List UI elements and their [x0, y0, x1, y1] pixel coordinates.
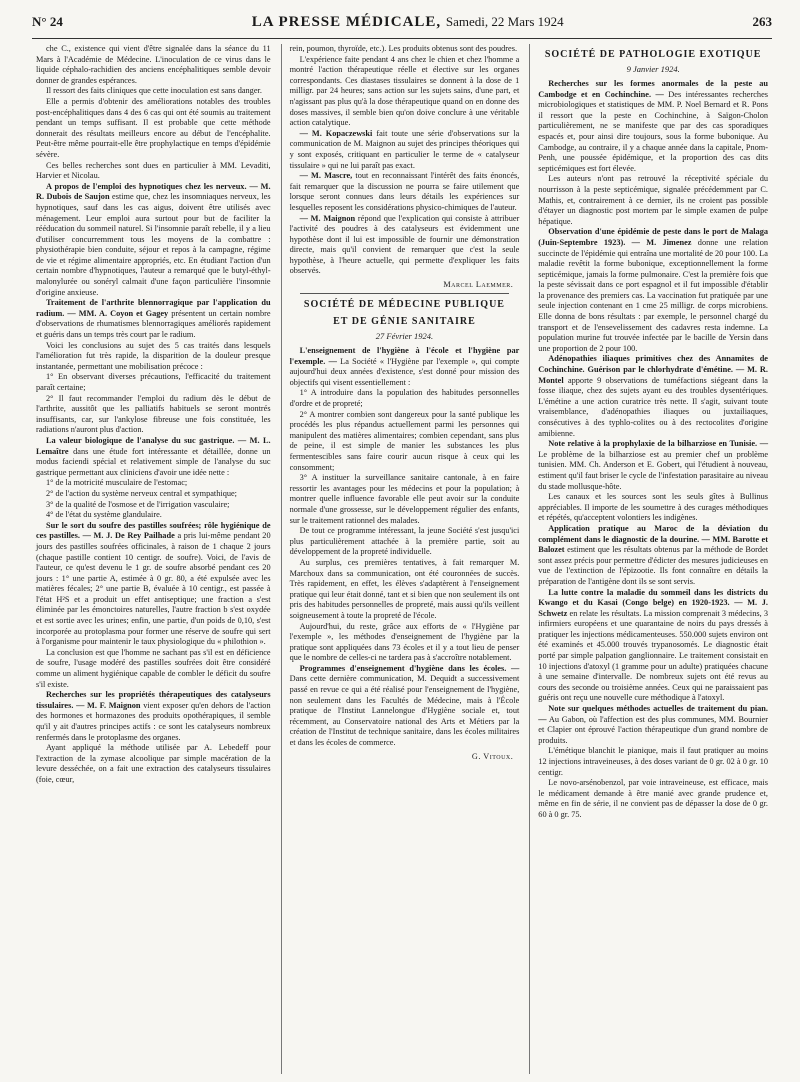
paragraph — [36, 478, 271, 489]
paragraph-heading: Programmes d'enseignement d'hygiène dans les écoles. — — [299, 663, 520, 673]
paragraph-text: fait toute une série d'observations sur la communication de M. Maignon au sujet des principes théoriques qui y sont exposés, critiquant en particulier le terme de « catalyseur tissulaire » qui ne lui paraît pas exact. — [289, 128, 520, 170]
paragraph-text: présentent un certain nombre d'observations de rhumatismes blennorragiques améliorés rapidement et guéris dans un temps très court par le radium. — [36, 308, 271, 340]
paragraph-heading: Recherches sur les formes anormales de la peste au Cambodge et en Cochinchine. — — [538, 79, 768, 99]
paragraph-text: Ces belles recherches sont dues en particulier à MM. Levaditi, Harvier et Nicolau. — [36, 160, 271, 181]
paragraph-text: 1° A introduire dans la population des habitudes personnelles d'ordre et de propreté; — [289, 388, 520, 409]
paragraph — [290, 558, 520, 622]
paragraph — [36, 648, 271, 690]
paragraph — [36, 341, 271, 373]
paragraph — [36, 161, 271, 182]
paragraph-text: en relate les résultats. La mission comprenait 3 médecins, 3 infirmiers européens et une quarantaine de noirs du pays dressés à pratiquer les injections médicamenteuses. 550.000 sujets environ ont été examinés et 45.000 trouvés trypanosomés. Le diagnostic était porté par simple palpation ganglionnaire. Le traitement consistait en 10 injections d'atoxyl (1 gramme pour un adulte) pratiquées chacune à une semaine d'intervalle. De nombreux sujets ont été revus au cours des seconde ou troisième années. Ceux qui ne paraissaient pas guéris ont reçu une nouvelle cure méthodique à l'atoxyl. — [538, 608, 769, 703]
paragraph-text: Il ressort des faits cliniques que cette inoculation est sans danger. — [46, 86, 262, 96]
paragraph — [538, 588, 768, 705]
paragraph — [36, 690, 271, 743]
paragraph-text: 2° Il faut recommander l'emploi du radium dès le début de l'arthrite, aussitôt que les palliatifs habituels se seront montrés insuffisants, car, sur l'ankylose fibreuse une fois constituée, les radiations n'auront plus d'action. — [36, 393, 271, 435]
paragraph-text: 4° de l'état du système glandulaire. — [46, 510, 162, 520]
paragraph — [36, 521, 271, 648]
paragraph-text: Le problème de la bilharziose est au premier chef un problème tunisien. MM. Ch. Anderson et E. Gobert, qui l'étudient à nouveau, estiment qu'il faut briser le cycle de l'infestation parasitaire au niveau du stade mollusque-hôte. — [538, 449, 768, 491]
column-1 — [32, 44, 275, 1074]
paragraph-text: 1° de la motricité musculaire de l'estomac; — [46, 478, 188, 488]
paragraph — [290, 129, 520, 171]
paragraph-heading: Note relative à la prophylaxie de la bilharziose en Tunisie. — — [548, 439, 768, 449]
section-date-3: 9 Janvier 1924. — [626, 64, 680, 74]
paragraph — [538, 174, 768, 227]
paragraph-text: donne une relation succincte de l'épidémie qui entraîna une mortalité de 20 pour 100. La maladie revêtit la forme bubonique, exceptionnellement la forme septicémique, jamais la forme pulmonaire. C'est la première fois que la peste sévissait dans ce port espagnol et il fut impossible d'établir la provenance des premiers cas. La vaccination fut pratiquée par une seule injection contenant en 1 cme 25 milligr. de corps microbiens. Elle donna de bons résultats : par exemple, le personnel chargé du transport et de l'ensevelissement des cadavres resta indemne. La population murine fut trouvée infectée par le bacille de Yersin dans une proportion de 2 pour 100. — [538, 237, 769, 353]
paragraph — [290, 55, 520, 129]
masthead — [32, 14, 772, 36]
paragraph-text: Des intéressantes recherches microbiologiques et statistiques de MM. P. Noel Bernard et R. Pons il ressort que la peste en Cochinchine, à Saïgon-Cholon particulièrement, ne se manifeste que par des cas sporadiques espacés et, pour ainsi dire toujours, sous la forme bubonique. Au Cambodge, au contraire, il y a chaque année dans la capitale, Pnom-Penh, une poussée épidémique, et la proportion des cas dits septicémiques est fort élevée. — [538, 89, 768, 173]
issue-date: Samedi, 22 Mars 1924 — [445, 14, 564, 29]
paragraph-text: Dans cette dernière communication, M. Dequidt a successivement passé en revue ce qui a été réalisé pour l'enseignement de l'hygiène, non seulement dans les Facultés de Médecine, mais à l'École pratique de l'Institut Lannelongue d'Hygiène sociale et, tout récemment, au Conservatoire national des Arts et Métiers par la création de l'Institut de technique sanitaire, dans les écoles militaires et dans les écoles de commerce. — [289, 674, 520, 748]
paragraph-heading: Note sur quelques méthodes actuelles de traitement du pian. — — [538, 704, 768, 724]
paragraph-text: Le novo-arsénobenzol, par voie intraveineuse, est efficace, mais le médicament demande à être manié avec grande prudence et, même en fin de série, il ne convient pas de dépasser la dose de 0 gr. 60 à 0 gr. 75. — [538, 778, 768, 819]
paragraph-text: che C., existence qui vient d'être signalée dans la séance du 11 Mars à l'Académie de Médecine. L'inoculation de ce virus dans le liquide céphalo-rachidien des anciens encéphalitiques semble devoir donner de grandes espérances. — [36, 44, 271, 85]
paragraph-text: Les auteurs n'ont pas retrouvé la réceptivité spéciale du nourrisson à la peste septicémique, signalée précédemment par C. Mathis, et, contrairement à ce dernier, ils ne croient pas possible d'étayer un diagnostic post mortem par le simple examen de pulpe hépatique. — [538, 174, 768, 226]
paragraph — [36, 510, 271, 521]
paragraph-heading: Adénopathies iliaques primitives chez des Annamites de Cochinchine. Guérison par le chlorhydrate d'émétine. — M. R. Montel — [538, 354, 768, 385]
paragraph — [538, 227, 768, 354]
paragraph-heading: L'enseignement de l'hygiène à l'école et l'hygiène par l'exemple. — — [289, 346, 520, 366]
paragraph — [36, 436, 271, 478]
paragraph — [290, 214, 520, 278]
paragraph-heading: A propos de l'emploi des hypnotiques chez les nerveux. — M. R. Dubois de Saujon — [36, 181, 271, 202]
paragraph — [538, 746, 768, 778]
paragraph — [36, 372, 271, 393]
paragraph — [36, 44, 271, 86]
paragraph-heading: Recherches sur les propriétés thérapeutiques des catalyseurs tissulaires. — M. F. Maignon — [36, 690, 271, 710]
paragraph — [36, 500, 271, 511]
paragraph-text: dans une étude fort intéressante et détaillée, donne un modus faciendi spécial et relativement simple de l'analyse du suc gastrique permettant aux cliniciens d'avoir une idée nette : — [36, 446, 271, 477]
paragraph — [36, 298, 271, 340]
paragraph-text: répond que l'explication qui consiste à attribuer l'activité des poudres à des catalyseurs est évidemment une hypothèse dont il lui est impossible de fournir une démonstration directe, mais qu'il convient de remarquer que c'est la seule hypothèse, à l'heure actuelle, qui permette d'expliquer les faits observés. — [289, 213, 520, 276]
paragraph — [290, 664, 520, 749]
paragraph — [290, 410, 520, 474]
paragraph — [290, 388, 520, 409]
paragraph-heading: Application pratique au Maroc de la déviation du complément dans le diagnostic de la dourine. — MM. Barotte et Balozet — [538, 523, 768, 555]
paragraph-text: La conclusion est que l'homme ne sachant pas s'il est en déficience de soufre, l'usage modéré des pastilles soufrées doit être considéré comme un aliment hygiénique capable de combler le déficit du soufre s'il existe. — [36, 647, 271, 689]
section-heading-2a: SOCIÉTÉ DE MÉDECINE PUBLIQUE — [303, 299, 505, 311]
paragraph — [538, 79, 768, 174]
paragraph — [36, 489, 271, 500]
paragraph-heading: La lutte contre la maladie du sommeil dans les districts du Kwango et du Kasai (Congo belge) en 1920-1923. — M. J. Schwetz — [538, 587, 768, 618]
paragraph-heading: Observation d'une épidémie de peste dans le port de Malaga (Juin-Septembre 1923). — M. Jimenez — [538, 227, 768, 247]
paragraph-heading: Traitement de l'arthrite blennorragique par l'application du radium. — MM. A. Coyon et Gagey — [36, 298, 271, 318]
column-2-bottom — [290, 346, 520, 749]
section-heading-3: SOCIÉTÉ DE PATHOLOGIE EXOTIQUE — [544, 49, 762, 60]
paragraph-heading: — M. Mascre, — [299, 171, 353, 181]
paragraph-text: 1° En observant diverses précautions, l'efficacité du traitement paraît certaine; — [36, 372, 271, 392]
issue-number: N° 24 — [32, 14, 63, 29]
columns — [32, 44, 772, 1074]
paragraph — [36, 394, 271, 436]
paragraph-text: a pris lui-même pendant 20 jours des pastilles soufrées officinales, à raison de 1 chaque 2 jours (chaque pastille contient 10 centigr. de soufre). Voici, de l'avis de l'auteur, ce qu'est devenu le 1 gr. de soufre absorbé pendant ces 20 jours : 1° une partie A, estimée à 0 gr. 80, a été expulsée avec les matières fécales; 2° une partie B, évaluée à 10 centigr., est passée à l'état H²S et a produit un effet antiseptique; une fraction a s'est éliminée par les émonctoires naturelles, l'autre fraction b s'est oxydée et est sortie avec les urines; enfin, une partie, d'un poids de 0,10, s'est incorporée au protoplasma pour former une réserve de soufre qui sert à l'organisme pour maintenir le taux physiologique du « philothion ». — [36, 531, 271, 647]
paragraph — [290, 622, 520, 664]
paragraph-heading: — M. Kopaczewski — [299, 128, 373, 138]
paragraph-text: Au surplus, ces premières tentatives, à fait remarquer M. Marchoux dans sa communication, ont été couronnées de succès. Très rapidement, en effet, les élèves s'adaptèrent à l'enseignement pratique qui leur était donné, tant et si bien que non seulement ils ont pris des habitudes personnelles de propreté, mais aussi qu'ils veillent soigneusement à toute la propreté de l'école. — [289, 557, 520, 620]
column-2-top — [290, 44, 520, 277]
paragraph-text: Voici les conclusions au sujet des 5 cas traités dans lesquels l'amélioration fut très rapide, la disparition de la douleur presque instantanée, permettant une mobilisation précoce : — [36, 340, 271, 371]
paragraph — [290, 44, 520, 55]
journal-title — [252, 14, 564, 31]
signature-1: Marcel Laemmer. — [443, 280, 514, 290]
paragraph — [538, 778, 768, 820]
paragraph-text: Aujourd'hui, du reste, grâce aux efforts de « l'Hygiène par l'exemple », les méthodes d'enseignement de l'hygiène par la pratique sont appliquées dans 73 écoles et il y a tout lieu de penser que le nombre de celles-ci ne tardera pas à s'accroître notablement. — [289, 621, 520, 663]
paragraph — [290, 346, 520, 388]
signature-2: G. Vitoux. — [471, 751, 514, 761]
paragraph-text: Les canaux et les sources sont les seuls gîtes à Bullinus appréciables. Il importe de les soumettre à des curages méthodiques et répétés, qu'acceptent volontiers les indigènes. — [538, 492, 768, 523]
paragraph — [538, 439, 768, 492]
column-3 — [529, 44, 772, 1074]
paragraph-text: La Société « l'Hygiène par l'exemple », qui compte aujourd'hui deux années d'existence, s'est donné pour mission des objectifs qui visent essentiellement : — [289, 356, 520, 387]
paragraph-text: 2° A montrer combien sont dangereux pour la santé publique les procédés les plus répandus actuellement parmi les personnes qui manipulent des matières alimentaires; combien cependant, sans plus de peine, il est simple de manier les substances les plus fermentescibles sans faire courir aucun risque à ceux qui les consomment; — [289, 409, 520, 472]
paragraph-text: estime que, chez les insomniaques nerveux, les hypnotiques, sauf dans les cas aigus, doivent être utilisés avec ménagement. Leur emploi aura surtout pour but de faciliter la rééducation du sommeil naturel. Si l'insomnie paraît rebelle, il y a lieu d'utiliser concurremment tous les moyens de la combattre : physiothérapie bien conduite, séjour et repos à la campagne, régime de vie et régime alimentaire appropriés, etc. En étudiant l'action d'un certain nombre d'hypnotiques, l'auteur a remarqué que le butyl-éthyl-malonylurée ou sonéryl calmait d'une façon particulière l'insomnie d'origine anxieuse. — [36, 192, 271, 297]
paragraph-text: tout en reconnaissant l'intérêt des faits énoncés, fait remarquer que la discussion ne pourra se faire utilement que lorsque seront connues dans leurs détails les expériences sur lesquelles reposent les considérations physico-chimiques de l'auteur. — [289, 171, 520, 212]
paragraph — [36, 97, 271, 161]
paragraph — [290, 526, 520, 558]
paragraph-text: rein, poumon, thyroïde, etc.). Les produits obtenus sont des poudres. — [289, 44, 518, 53]
page-number: 263 — [752, 14, 772, 29]
paragraph — [538, 354, 768, 439]
journal-name: LA PRESSE MÉDICALE, — [251, 14, 442, 30]
column-3-body — [538, 79, 768, 821]
paragraph — [36, 743, 271, 785]
paragraph — [538, 704, 768, 746]
paragraph-text: vient exposer qu'en dehors de l'action des hormones et hormazones des produits opothérapiques, il semble qu'il y ait d'autres principes actifs : ce sont les catalyseurs nombreux renfermés dans le protoplasme des organes. — [36, 700, 271, 742]
column-2 — [281, 44, 524, 1074]
paragraph — [36, 182, 271, 299]
paragraph-text: 2° de l'action du système nerveux central et sympathique; — [46, 488, 237, 498]
paragraph — [290, 473, 520, 526]
paragraph-text: De tout ce programme intéressant, la jeune Société s'est jusqu'ici plus particulièrement attachée à la première partie, soit au développement de la propreté individuelle. — [289, 526, 520, 557]
paragraph-heading: — M. Maignon — [299, 213, 356, 223]
paragraph-text: Elle a permis d'obtenir des améliorations notables des troubles post-encéphalitiques dans 4 des 6 cas qui ont été soumis au traitement pendant un temps suffisant. Il est probable que cette méthode donnerait des résultats meilleurs encore au début de l'encéphalite. Peut-être même pourrait-elle être prophylactique en temps d'épidémie sévère. — [36, 96, 271, 159]
paragraph-text: 3° A instituer la surveillance sanitaire cantonale, à en faire ressortir les avantages pour les médecins et pour la population; à montrer quelle influence favorable elle peut avoir sur la conduite normale d'une grossesse, sur le développement régulier des enfants, sur le traitement rationnel des malades. — [289, 473, 520, 525]
paragraph-heading: Sur le sort du soufre des pastilles soufrées; rôle hygiénique de ces pastilles. — M. J. De Rey Pailhade — [36, 520, 271, 541]
paragraph-text: 3° de la qualité de l'osmose et de l'irrigation vasculaire; — [46, 499, 230, 509]
paragraph-text: apporte 9 observations de tuméfactions siégeant dans la fosse iliaque, chez des sujets ayant eu des troubles dysentériques. L'émétine a une action curatrice très nette. Il s'agit, suivant toute vraisemblance, d'adénopathies iliaques ou juxtailiaques, consécutives à des typhlo-colites ou à des rectocolites d'origine amibienne. — [538, 375, 768, 438]
paragraph — [290, 171, 520, 213]
paragraph-text: L'expérience faite pendant 4 ans chez le chien et chez l'homme a montré l'action thérapeutique réelle et élective sur les organes correspondants. Ces diastases tissulaires se donnent à la dose de 1 milligr. par 24 heures; sans action sur les sujets sains, d'une part, et n'agissant pas plus qu'à la dose thérapeutique quand on en donne des doses massives, il semble bien qu'on doive conclure à une véritable action catalytique. — [289, 54, 520, 128]
paragraph-text: estiment que les résultats obtenus par la méthode de Bordet sont assez précis pour permettre d'édicter des mesures judicieuses en vue de l'extinction de l'épizootie. Ils font connaître en détails la préparation de l'antigène dont ils se sont servis. — [538, 545, 768, 586]
header-rule — [32, 38, 772, 39]
paragraph-text: Ayant appliqué la méthode utilisée par A. Lebedeff pour l'extraction de la zymase alcoolique par simple macération de la levure desséchée, on a fait une extraction des catalyseurs tissulaires (foie, cœur, — [36, 743, 271, 784]
paragraph-heading: La valeur biologique de l'analyse du suc gastrique. — M. L. Lemaître — [36, 435, 271, 456]
section-date-2: 27 Février 1924. — [375, 331, 434, 342]
paragraph — [538, 524, 768, 588]
paragraph — [538, 492, 768, 524]
paragraph-text: L'émétique blanchit le pianique, mais il faut pratiquer au moins 12 injections intraveineuses, à des doses variant de 0 gr. 02 à 0 gr. 10 centigr. — [538, 746, 768, 777]
paragraph — [36, 86, 271, 97]
section-heading-2b: ET DE GÉNIE SANITAIRE — [333, 316, 476, 328]
section-separator — [300, 293, 510, 294]
paragraph-text: Au Gabon, où l'affection est des plus communes, MM. Bournier et Clapier ont éprouvé l'action thérapeutique d'un grand nombre de produits. — [538, 714, 768, 745]
